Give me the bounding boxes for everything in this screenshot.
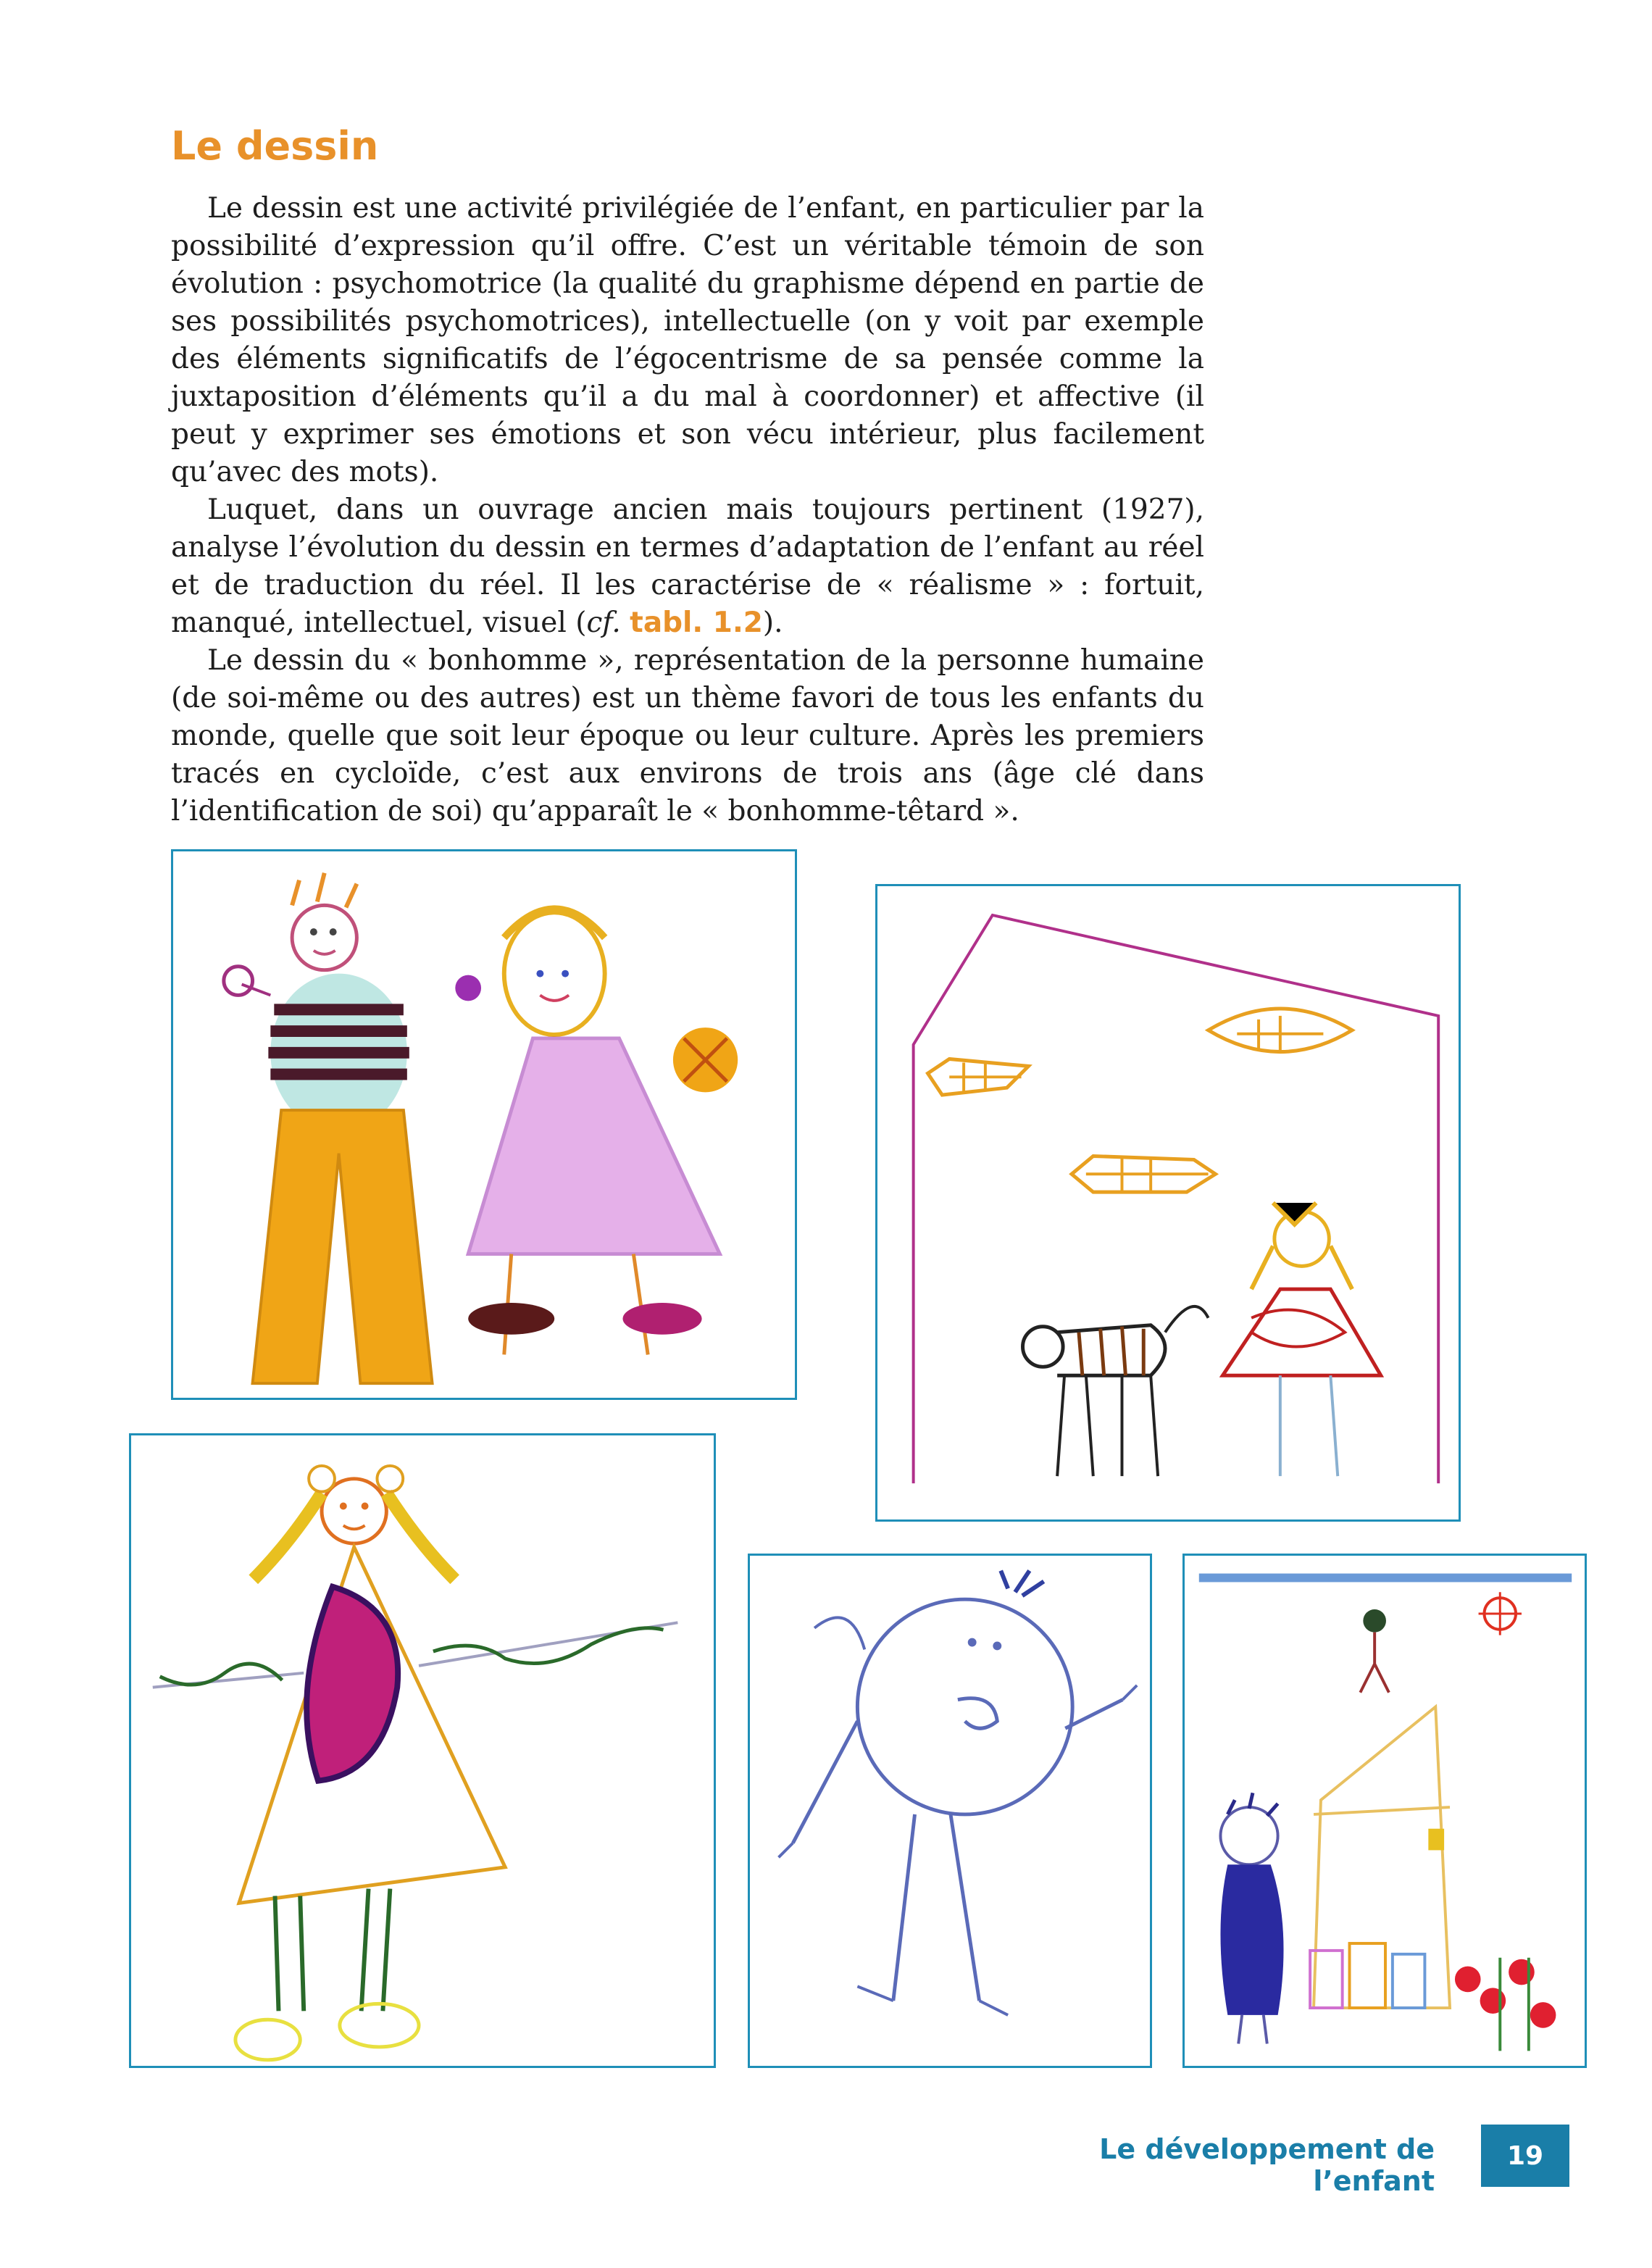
- body-text: [171, 190, 1204, 830]
- paragraph-2-text: Luquet, dans un ouvrage ancien mais toujours pertinent (1927), analyse l’évolution du dessin en termes d’adaptation de l’enfant au réel et de traduction du réel. Il les caractérise de « réalisme » : fortuit, manqué, intellectuel, visuel (: [171, 493, 1204, 639]
- paragraph-1: Le dessin est une activité privilégiée de l’enfant, en particulier par la possibilité d’expression qu’il offre. C’est un véritable témoin de son évolution : psychomotrice (la qualité du graphisme dépend en partie de ses possibilités psychomotrices), intellectuelle (on y voit par exemple des éléments significatifs de l’égocentrisme de sa pensée comme la juxtaposition d’éléments qu’il a du mal à coordonner) et affective (il peut y exprimer ses émotions et son vécu intérieur, plus facilement qu’avec des mots).: [171, 192, 1204, 488]
- drawing-woman-house: [1182, 1554, 1587, 2068]
- house-girl-cat-illustration: [877, 886, 1459, 1519]
- drawing-tadpole-man: [748, 1554, 1152, 2068]
- girl-heart-illustration: [131, 1435, 714, 2066]
- drawing-two-children: [171, 849, 797, 1400]
- cf-abbrev: cf.: [586, 606, 621, 639]
- woman-house-illustration: [1185, 1556, 1585, 2066]
- drawing-girl-heart: [129, 1433, 716, 2068]
- table-reference-link[interactable]: tabl. 1.2: [630, 606, 763, 639]
- paragraph-3: Le dessin du « bonhomme », représentation de la personne humaine (de soi-même ou des autres) est un thème favori de tous les enfants du monde, quelle que soit leur époque ou leur culture. Après les premiers tracés en cycloïde, c’est aux environs de trois ans (âge clé dans l’identification de soi) qu’apparaît le « bonhomme-têtard ».: [171, 644, 1204, 827]
- two-children-illustration: [173, 851, 795, 1398]
- footer-book-title: Le développement de l’enfant: [1099, 2133, 1435, 2197]
- section-heading: Le dessin: [171, 123, 379, 169]
- paragraph-2: [171, 491, 1204, 642]
- drawing-house-girl-cat: [875, 884, 1461, 1522]
- page-number-badge: 19: [1481, 2125, 1569, 2187]
- tadpole-man-illustration: [750, 1556, 1150, 2066]
- paragraph-2-end: ).: [762, 606, 783, 639]
